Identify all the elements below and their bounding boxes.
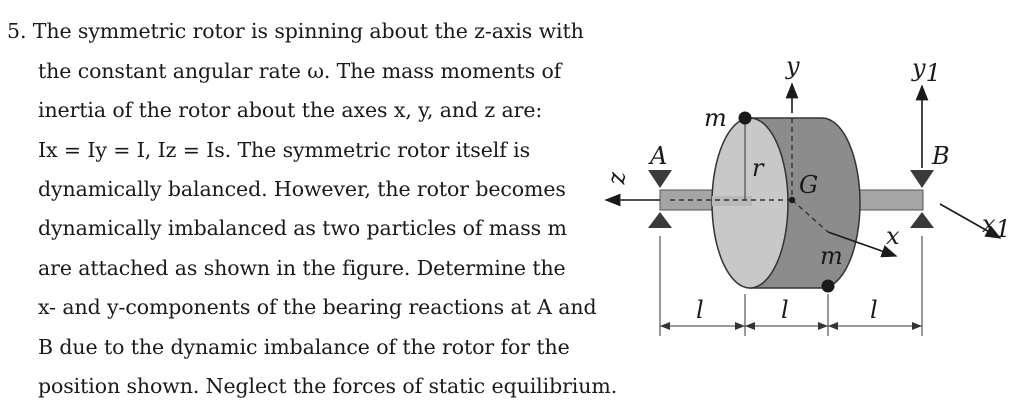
problem-line-1: 5. The symmetric rotor is spinning about the z-axis with	[7, 19, 584, 43]
label-m-bottom: m	[820, 242, 843, 270]
problem-line-9: B due to the dynamic imbalance of the rotor for the	[38, 335, 570, 359]
label-A: A	[650, 142, 668, 170]
right-shaft	[855, 190, 923, 210]
front-shaft-stub	[712, 196, 752, 206]
label-x1-main: x	[982, 210, 996, 238]
problem-line-6: dynamically imbalanced as two particles of mass m	[38, 216, 567, 240]
mass-center-point	[789, 197, 795, 203]
label-r: r	[752, 154, 764, 182]
label-y: y	[786, 52, 800, 80]
label-y1	[911, 54, 941, 87]
label-x1-sub: 1	[995, 215, 1011, 243]
dim-label-1: l	[696, 296, 704, 324]
problem-line-3: inertia of the rotor about the axes x, y, and z are:	[38, 98, 543, 122]
label-m-top: m	[704, 104, 727, 132]
label-G: G	[799, 171, 819, 199]
problem-line-7: are attached as shown in the figure. Determine the	[38, 256, 566, 280]
problem-line-2: the constant angular rate ω. The mass moments of	[38, 59, 562, 83]
label-z: z	[606, 172, 634, 185]
label-x1	[982, 210, 1011, 243]
problem-line-8: x- and y-components of the bearing reactions at A and	[38, 295, 597, 319]
label-x: x	[886, 222, 900, 250]
dim-label-2: l	[781, 296, 789, 324]
problem-line-4: Ix = Iy = I, Iz = Is. The symmetric rotor itself is	[38, 138, 530, 162]
rotor-figure	[600, 0, 1024, 412]
problem-line-10: position shown. Neglect the forces of static equilibrium.	[38, 374, 618, 398]
label-B: B	[932, 142, 950, 170]
problem-line-5: dynamically balanced. However, the rotor becomes	[38, 177, 566, 201]
dim-label-3: l	[870, 296, 878, 324]
label-y1-sub: 1	[925, 59, 941, 87]
rotor-figure-svg	[600, 0, 1024, 412]
mass-top	[739, 112, 752, 125]
mass-bottom	[822, 280, 835, 293]
label-y1-main: y	[912, 54, 926, 82]
